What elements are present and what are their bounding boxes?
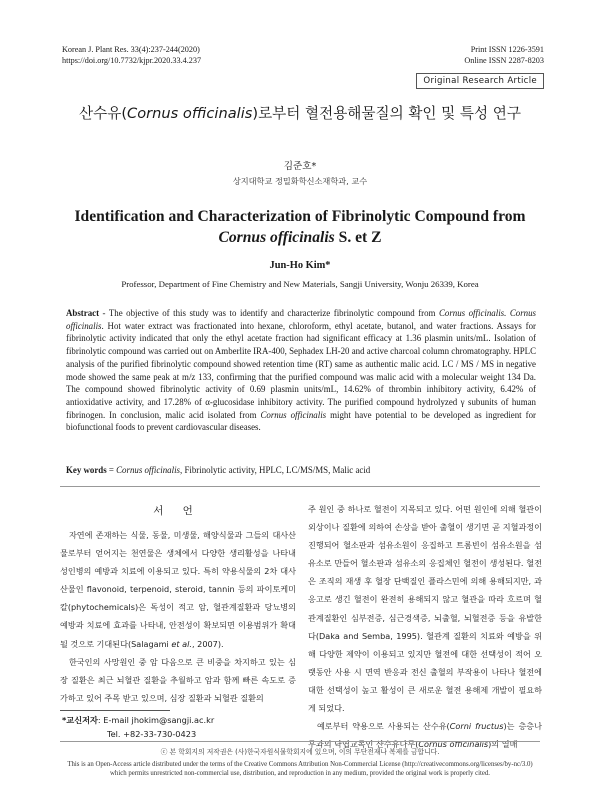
- correspondence-email[interactable]: : E-mail jhokim@sangji.ac.kr: [97, 715, 215, 725]
- correspondence: [62, 714, 214, 741]
- abstract-label: Abstract: [66, 308, 100, 318]
- abstract-species-2: Cornus officinalis: [260, 409, 327, 420]
- issn-block: [464, 44, 544, 66]
- korean-title-pre: 산수유(: [79, 105, 128, 122]
- english-title-line2: [60, 227, 540, 248]
- article-type-badge: Original Research Article: [416, 73, 544, 89]
- body-column-right: [308, 500, 542, 753]
- footnote-divider: [60, 710, 170, 711]
- keywords-rest: , Fibrinolytic activity, HPLC, LC/MS/MS, Malic acid: [180, 465, 371, 475]
- body-text: )는 층층나무과의 낙엽교목인 산수유나무(: [308, 721, 542, 750]
- body-text: 자연에 존재하는 식물, 동물, 미생물, 해양식물과 그들의 대사산물로부터 얻어지는 천연물은 생체에서 다양한 생리활성을 나타내 성인병의 예방과 치료에 이용되고 있다. 특히 약용식물의 2차 대사산물인 flavonoid, terpenoid, steroid, tannin 등의 파이토케미칼(phytochemicals)은 독성이 적고 암, 혈관계질환과 당뇨병의 예방과 치료에 효과를 나타내, 안전성이 확보되면 이용범위가 확대될 것으로 기대된다(Salagami: [60, 530, 296, 649]
- english-title-post: S. et Z: [334, 229, 382, 246]
- body-text-italic: Cornus officinalis: [418, 739, 489, 750]
- korean-title: [60, 104, 540, 124]
- english-title: [60, 206, 540, 248]
- abstract-text-2: . Hot water extract was fractionated into hexane, chloroform, ethyl acetate, butanol, and water fractions. Assays for fibrinolytic activity indicated that only the ethyl acetate fraction had significant efficacy at 1.36 plasmin units/mL. Isolation of fibrinolytic compound was carried out on Amberlite IRA-400, Sephadex LH-20 and active charcoal column chromatography. HPLC analysis of the purified fibrinolytic compound showed retention time (RT) same as authentic malic acid. LC / MS / MS in negative mode showed the same peak at m/z 133, confirming that the purified compound was malic acid with a molecular weight 134 Da. The compound showed fibrinolytic activity of 0.69 plasmin units/mL, 14.62% of thrombin inhibitory activity, 6.42% of antioxidative activity, and 17.28% of α-glucosidase inhibitory activity. The purified compound hydrolyzed γ subunits of human fibrinogen. In conclusion, malic acid isolated from: [66, 320, 536, 420]
- english-author: Jun-Ho Kim*: [269, 260, 331, 271]
- keywords-species: Cornus officinalis: [116, 465, 180, 475]
- body-text-italic: et al.: [171, 638, 192, 649]
- body-text: )의 열매: [488, 739, 518, 750]
- korean-affiliation: 상지대학교 정밀화학신소재학과, 교수: [232, 176, 368, 186]
- keywords-sep: =: [106, 465, 117, 475]
- body-text: , 2007).: [191, 638, 224, 649]
- journal-name: Korean J. Plant Res. 33(4):237-244(2020): [62, 45, 200, 54]
- correspondence-tel: Tel. +82-33-730-0423: [107, 728, 197, 739]
- body-text: 예로부터 약용으로 사용되는 산수유(: [316, 721, 450, 732]
- abstract: [66, 307, 536, 434]
- korean-title-species: Cornus officinalis: [127, 105, 253, 122]
- abstract-text-1: - The objective of this study was to identify and characterize fibrinolytic compound from: [99, 308, 439, 318]
- body-text-italic: Corni fructus: [449, 721, 504, 732]
- journal-citation: [62, 44, 201, 66]
- license-notice: This is an Open-Access article distributed under the terms of the Creative Commons Attribution Non-Commercial License (http://creativecommons.org/licenses/by-nc/3.0) which permits unrestricted non-commercial use, distribution, and reproduction in any medium, provided the original work is properly cited.: [67, 761, 533, 777]
- abstract-species-1: Cornus officinalis. Cornus officinalis: [66, 308, 536, 331]
- korean-author: 김준호*: [283, 161, 317, 172]
- divider: [60, 486, 540, 487]
- doi-link[interactable]: https://doi.org/10.7732/kjpr.2020.33.4.237: [62, 56, 202, 65]
- english-title-line1: Identification and Characterization of Fibrinolytic Compound from: [74, 208, 526, 225]
- english-affiliation: Professor, Department of Fine Chemistry and New Materials, Sangji University, Wonju 26339, Korea: [121, 279, 479, 289]
- body-paragraph: 한국인의 사망원인 중 암 다음으로 큰 비중을 차지하고 있는 심장 질환은 최근 뇌혈관 질환을 추월하고 암과 함께 빠른 속도로 증가하고 있어 주목 받고 있으며, 심장 질환과 뇌혈관 질환의: [60, 656, 296, 703]
- english-title-species: Cornus officinalis: [218, 229, 335, 246]
- body-paragraph: 주 원인 중 하나로 혈전이 지목되고 있다. 어떤 원인에 의해 혈관이 외상이나 질환에 의하여 손상을 받아 출혈이 생기면 곧 지혈과정이 진행되어 혈소판과 섬유소원이 응집하고 트롬빈이 섬유소원을 섬유소로 만들어 혈소판과 섬유소의 응집체인 혈전이 생성된다. 혈전은 조직의 재생 후 혈장 단백질인 플라스민에 의해 용해되지만, 과응고로 생긴 혈전이 완전히 용해되지 않고 혈관을 따라 흐르며 혈관계질환인 심부전증, 심근경색증, 뇌출혈, 뇌혈전증 등을 유발한다(Daka and Semba, 1995). 혈관계 질환의 치료와 예방을 위해 다양한 제약이 이용되고 있지만 혈전에 대한 선택성이 적어 오랫동안 사용 시 면역 반응과 전신 출혈의 부작용이 나타나 혈전에 대한 선택성이 높고 활성이 큰 새로운 혈전 용해제 개발이 필요하게 되었다.: [308, 504, 542, 714]
- keywords: [66, 465, 536, 475]
- print-issn: Print ISSN 1226-3591: [470, 45, 544, 54]
- section-heading: 서 언: [153, 505, 201, 517]
- abstract-text-3: might have potential to be developed as ingredient for biofunctional foods to prevent cardiovascular diseases.: [66, 409, 536, 433]
- footer-divider: [60, 741, 540, 742]
- korean-title-post: )로부터 혈전용해물질의 확인 및 특성 연구: [252, 105, 521, 122]
- keywords-label: Key words: [66, 465, 107, 475]
- body-column-left: [60, 526, 296, 707]
- copyright-notice: ⓒ 본 학회지의 저작권은 (사)한국자원식물학회지에 있으며, 이의 무단전재나 복제를 금합니다.: [160, 748, 440, 756]
- online-issn: Online ISSN 2287-8203: [464, 56, 544, 65]
- body-paragraph: [60, 526, 296, 653]
- correspondence-label: *교신저자: [62, 715, 98, 725]
